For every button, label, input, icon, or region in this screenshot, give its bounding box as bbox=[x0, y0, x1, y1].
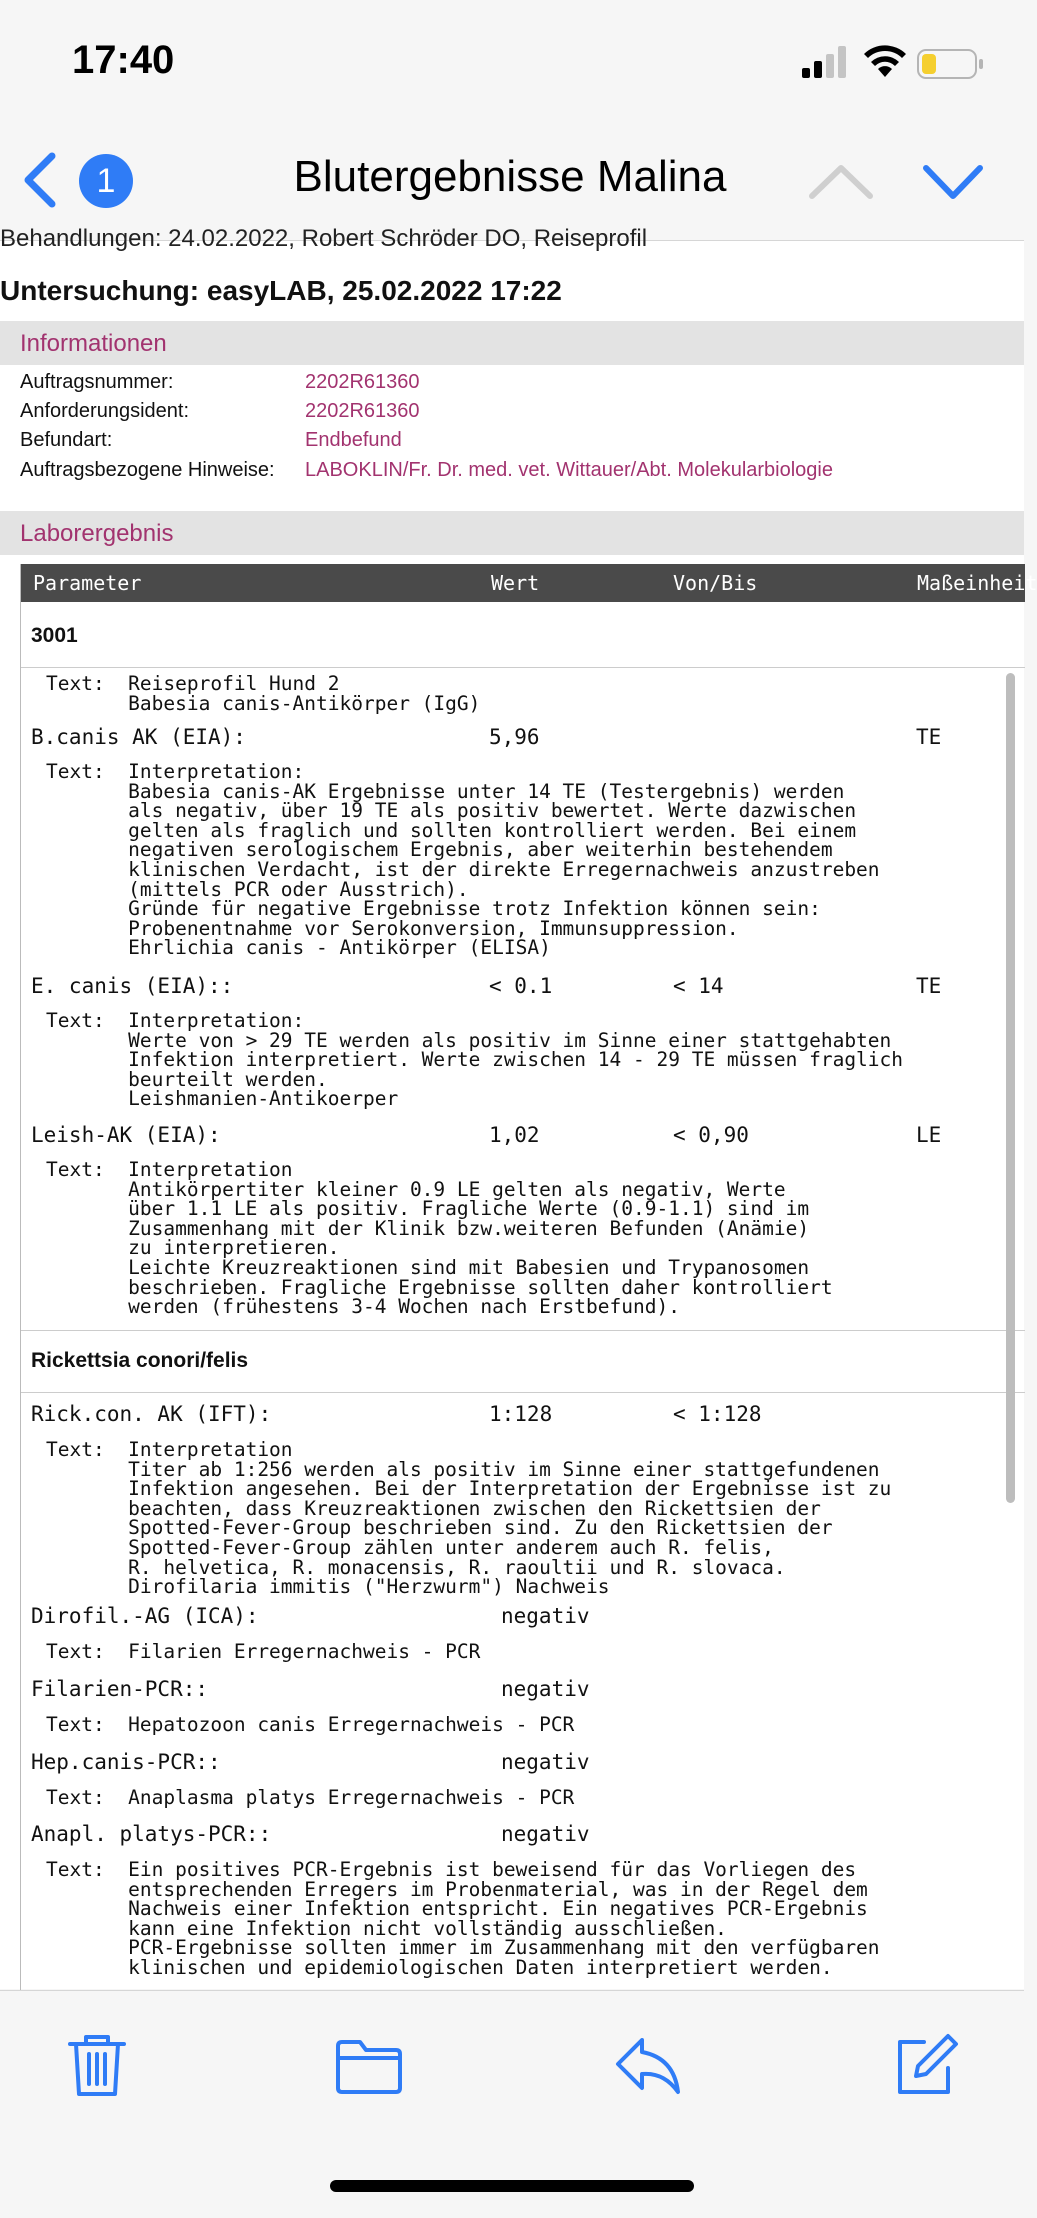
group-title: Rickettsia conori/felis bbox=[31, 1349, 249, 1372]
unread-count-badge[interactable]: 1 bbox=[79, 154, 133, 208]
parameter-name: Hep.canis-PCR:: bbox=[31, 1750, 221, 1774]
parameter-value: 5,96 bbox=[489, 725, 540, 749]
parameter-range: < 0,90 bbox=[673, 1123, 749, 1147]
parameter-name: Rick.con. AK (IFT): bbox=[31, 1402, 272, 1426]
lab-section-title: Laborergebnis bbox=[20, 520, 174, 547]
parameter-value: 1,02 bbox=[489, 1123, 540, 1147]
home-indicator bbox=[330, 2180, 694, 2192]
folder-icon[interactable] bbox=[334, 2030, 404, 2100]
info-value: LABOKLIN/Fr. Dr. med. vet. Wittauer/Abt. Molekularbiologie bbox=[305, 459, 833, 481]
info-section-header bbox=[0, 321, 1024, 365]
divider bbox=[21, 1330, 1025, 1331]
parameter-value: negativ bbox=[501, 1604, 590, 1628]
compose-icon[interactable] bbox=[890, 2030, 960, 2100]
result-note: Text: Interpretation Titer ab 1:256 werden als positiv im Sinne einer stattgefundenen Infektion angesehen. Bei der Interpretation der Ergebnisse ist zu beachten, dass Kreuzreaktionen zwischen den Rickettsien der Spotted-Fever-Group beschrieben sind. Zu den Rickettsien der Spotted-Fever-Group zählen unter anderem auch R. felis, R. helvetica, R. monacensis, R. raoultii und R. slovaca. Dirofilaria immitis ("Herzwurm") Nachweis bbox=[46, 1438, 892, 1599]
cellular-signal-icon bbox=[800, 46, 850, 78]
treatment-line: Behandlungen: 24.02.2022, Robert Schröder DO, Reiseprofil bbox=[0, 225, 648, 252]
result-note: Text: Interpretation: Babesia canis-AK Ergebnisse unter 14 TE (Testergebnis) werden als negativ, über 19 TE als positiv bewertet. Werte dazwischen gelten als fraglich und sollten kontrolliert werden. Bei einem negativen serologischem Ergebnis, aber weiterhin bestehendem klinischen Verdacht, ist der direkte Erregernachweis anzustreben (mittels PCR oder Ausstrich). Gründe für negative Ergebnisse trotz Infektion können sein: Probenentnahme vor Serokonversion, Immunsuppression. Ehrlichia canis - Antikörper (ELISA) bbox=[46, 760, 880, 960]
lab-section-header bbox=[0, 511, 1024, 555]
result-note: Text: Filarien Erregernachweis - PCR bbox=[46, 1640, 481, 1663]
info-value: 2202R61360 bbox=[305, 371, 420, 393]
info-label: Befundart: bbox=[20, 429, 113, 451]
parameter-unit: TE bbox=[916, 725, 942, 749]
parameter-unit: LE bbox=[916, 1123, 942, 1147]
parameter-range: < 14 bbox=[673, 974, 724, 998]
vertical-scrollbar[interactable] bbox=[1006, 673, 1015, 1503]
exam-title: Untersuchung: easyLAB, 25.02.2022 17:22 bbox=[0, 275, 562, 306]
divider bbox=[21, 1392, 1025, 1393]
result-note: Text: Interpretation Antikörpertiter kleiner 0.9 LE gelten als negativ, Werte über 1.1 LE als positiv. Fragliche Werte (0.9-1.1) sind im Zusammenhang mit der Klinik bzw.weiteren Befunden (Anämie) zu interpretieren. Leichte Kreuzreaktionen sind mit Babesien und Trypanosomen beschrieben. Fragliche Ergebnisse sollten daher kontrolliert werden (frühestens 3-4 Wochen nach Erstbefund). bbox=[46, 1158, 833, 1319]
status-bar bbox=[0, 0, 1024, 130]
info-section-title: Informationen bbox=[20, 330, 167, 357]
info-value: Endbefund bbox=[305, 429, 402, 451]
back-chevron-icon[interactable] bbox=[20, 150, 60, 210]
group-title: 3001 bbox=[31, 624, 78, 647]
next-message-chevron-icon[interactable] bbox=[920, 156, 986, 206]
parameter-name: E. canis (EIA):: bbox=[31, 974, 234, 998]
parameter-name: B.canis AK (EIA): bbox=[31, 725, 246, 749]
parameter-range: < 1:128 bbox=[673, 1402, 762, 1426]
column-header-parameter: Parameter bbox=[33, 571, 142, 595]
battery-icon bbox=[917, 48, 985, 80]
parameter-value: negativ bbox=[501, 1750, 590, 1774]
trash-icon[interactable] bbox=[62, 2030, 132, 2100]
message-title: Blutergebnisse Malina bbox=[293, 152, 727, 201]
wifi-icon bbox=[862, 44, 908, 78]
message-body[interactable] bbox=[0, 225, 1037, 1989]
parameter-name: Anapl. platys-PCR:: bbox=[31, 1822, 272, 1846]
result-note: Text: Ein positives PCR-Ergebnis ist beweisend für das Vorliegen des entsprechenden Erregers im Probenmaterial, was in der Regel dem Nachweis einer Infektion entspricht. Ein negatives PCR-Ergebnis kann eine Infektion nicht vollständig ausschließen. PCR-Ergebnisse sollten immer im Zusammenhang mit den verfügbaren klinischen und epidemiologischen Daten interpretiert werden. bbox=[46, 1858, 880, 1979]
divider bbox=[21, 667, 1025, 668]
parameter-value: < 0.1 bbox=[489, 974, 553, 998]
column-header-von-bis: Von/Bis bbox=[673, 571, 758, 595]
reply-icon[interactable] bbox=[614, 2030, 684, 2100]
result-note: Text: Hepatozoon canis Erregernachweis - PCR bbox=[46, 1713, 575, 1736]
info-label: Auftragsbezogene Hinweise: bbox=[20, 459, 275, 481]
info-label: Anforderungsident: bbox=[20, 400, 190, 422]
parameter-name: Dirofil.-AG (ICA): bbox=[31, 1604, 259, 1628]
status-time: 17:40 bbox=[72, 38, 175, 82]
result-note: Text: Reiseprofil Hund 2 Babesia canis-Antikörper (IgG) bbox=[46, 672, 481, 715]
table-header bbox=[21, 564, 1037, 602]
info-label: Auftragsnummer: bbox=[20, 371, 174, 393]
info-value: 2202R61360 bbox=[305, 400, 420, 422]
result-note: Text: Anaplasma platys Erregernachweis - PCR bbox=[46, 1786, 575, 1809]
column-header-unit: Maßeinheit bbox=[917, 571, 1037, 595]
column-header-wert: Wert bbox=[491, 571, 540, 595]
parameter-name: Filarien-PCR:: bbox=[31, 1677, 209, 1701]
result-note: Text: Interpretation: Werte von > 29 TE werden als positiv im Sinne einer stattgehabten Infektion interpretiert. Werte zwischen 14 - 29 TE müssen fraglich beurteilt werden. Leishmanien-Antikoerper bbox=[46, 1009, 904, 1111]
parameter-value: negativ bbox=[501, 1677, 590, 1701]
parameter-unit: TE bbox=[916, 974, 942, 998]
lab-results-table bbox=[20, 564, 1037, 1994]
parameter-name: Leish-AK (EIA): bbox=[31, 1123, 221, 1147]
parameter-value: negativ bbox=[501, 1822, 590, 1846]
previous-message-chevron-icon[interactable] bbox=[806, 156, 876, 206]
parameter-value: 1:128 bbox=[489, 1402, 553, 1426]
